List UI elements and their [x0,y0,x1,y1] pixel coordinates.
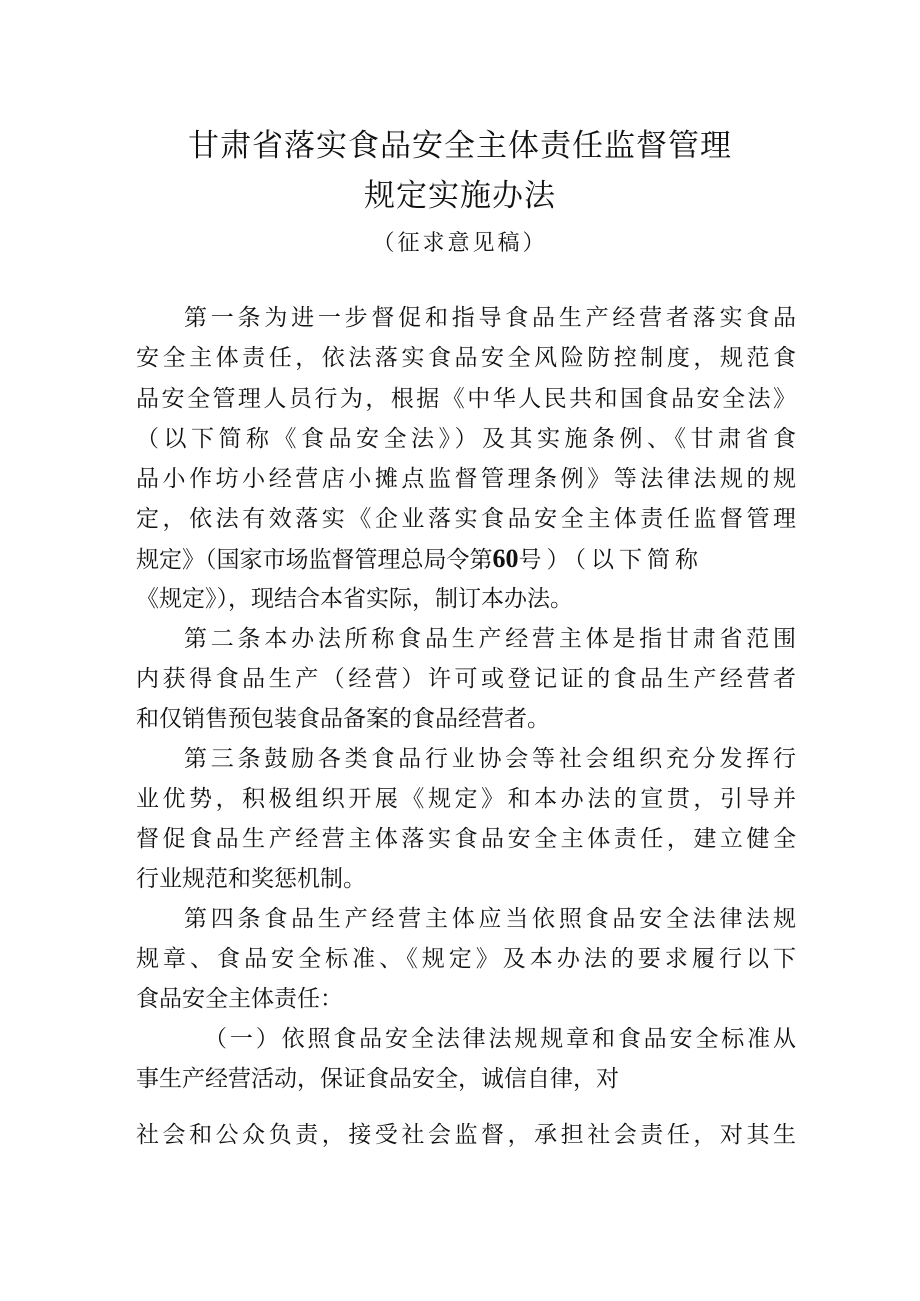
body-line: 内获得食品生产（经营）许可或登记证的食品生产经营者 [136,666,796,692]
body-line: 督促食品生产经营主体落实食品安全主体责任，建立健全 [136,826,796,852]
body-line: 《规定》），现结合本省实际，制订本办法。 [136,586,573,612]
body-line [136,543,796,575]
body-line: 品安全管理人员行为，根据《中华人民共和国食品安全法》 [136,386,796,412]
body-line: 第二条本办法所称食品生产经营主体是指甘肃省范围 [184,626,796,652]
document-title-line-2: 规定实施办法 [364,178,556,214]
body-line: 安全主体责任，依法落实食品安全风险防控制度，规范食 [136,345,796,371]
document-title-line-1: 甘肃省落实食品安全主体责任监督管理 [188,128,732,164]
body-line: （一）依照食品安全法律法规规章和食品安全标准从 [204,1026,796,1052]
body-line: 定，依法有效落实《企业落实食品安全主体责任监督管理 [136,506,796,532]
body-line-part: 规定》（国家市场监督管理总局令第 [136,547,493,573]
body-line: （以下简称《食品安全法》）及其实施条例、《甘肃省食 [136,426,796,452]
body-line: 第四条食品生产经营主体应当依照食品安全法律法规 [184,906,796,932]
body-line: 规章、食品安全标准、《规定》及本办法的要求履行以下 [136,946,796,972]
body-line: 业优势，积极组织开展《规定》和本办法的宣贯，引导并 [136,786,796,812]
body-line: 行业规范和奖惩机制。 [136,866,366,892]
body-line: 品小作坊小经营店小摊点监督管理条例》等法律法规的规 [136,466,796,492]
body-line: 第一条为进一步督促和指导食品生产经营者落实食品 [184,305,796,331]
order-number: 60 [492,544,519,573]
body-line: 事生产经营活动，保证食品安全，诚信自律，对 [136,1066,619,1092]
body-line: 社会和公众负责，接受社会监督，承担社会责任，对其生 [136,1122,796,1148]
body-line: 和仅销售预包装食品备案的食品经营者。 [136,706,550,732]
body-line: 第三条鼓励各类食品行业协会等社会组织充分发挥行 [184,746,796,772]
body-line-part: 号）（以下简称 [518,547,703,573]
body-line: 食品安全主体责任： [136,986,343,1012]
document-subtitle: （征求意见稿） [372,231,548,256]
